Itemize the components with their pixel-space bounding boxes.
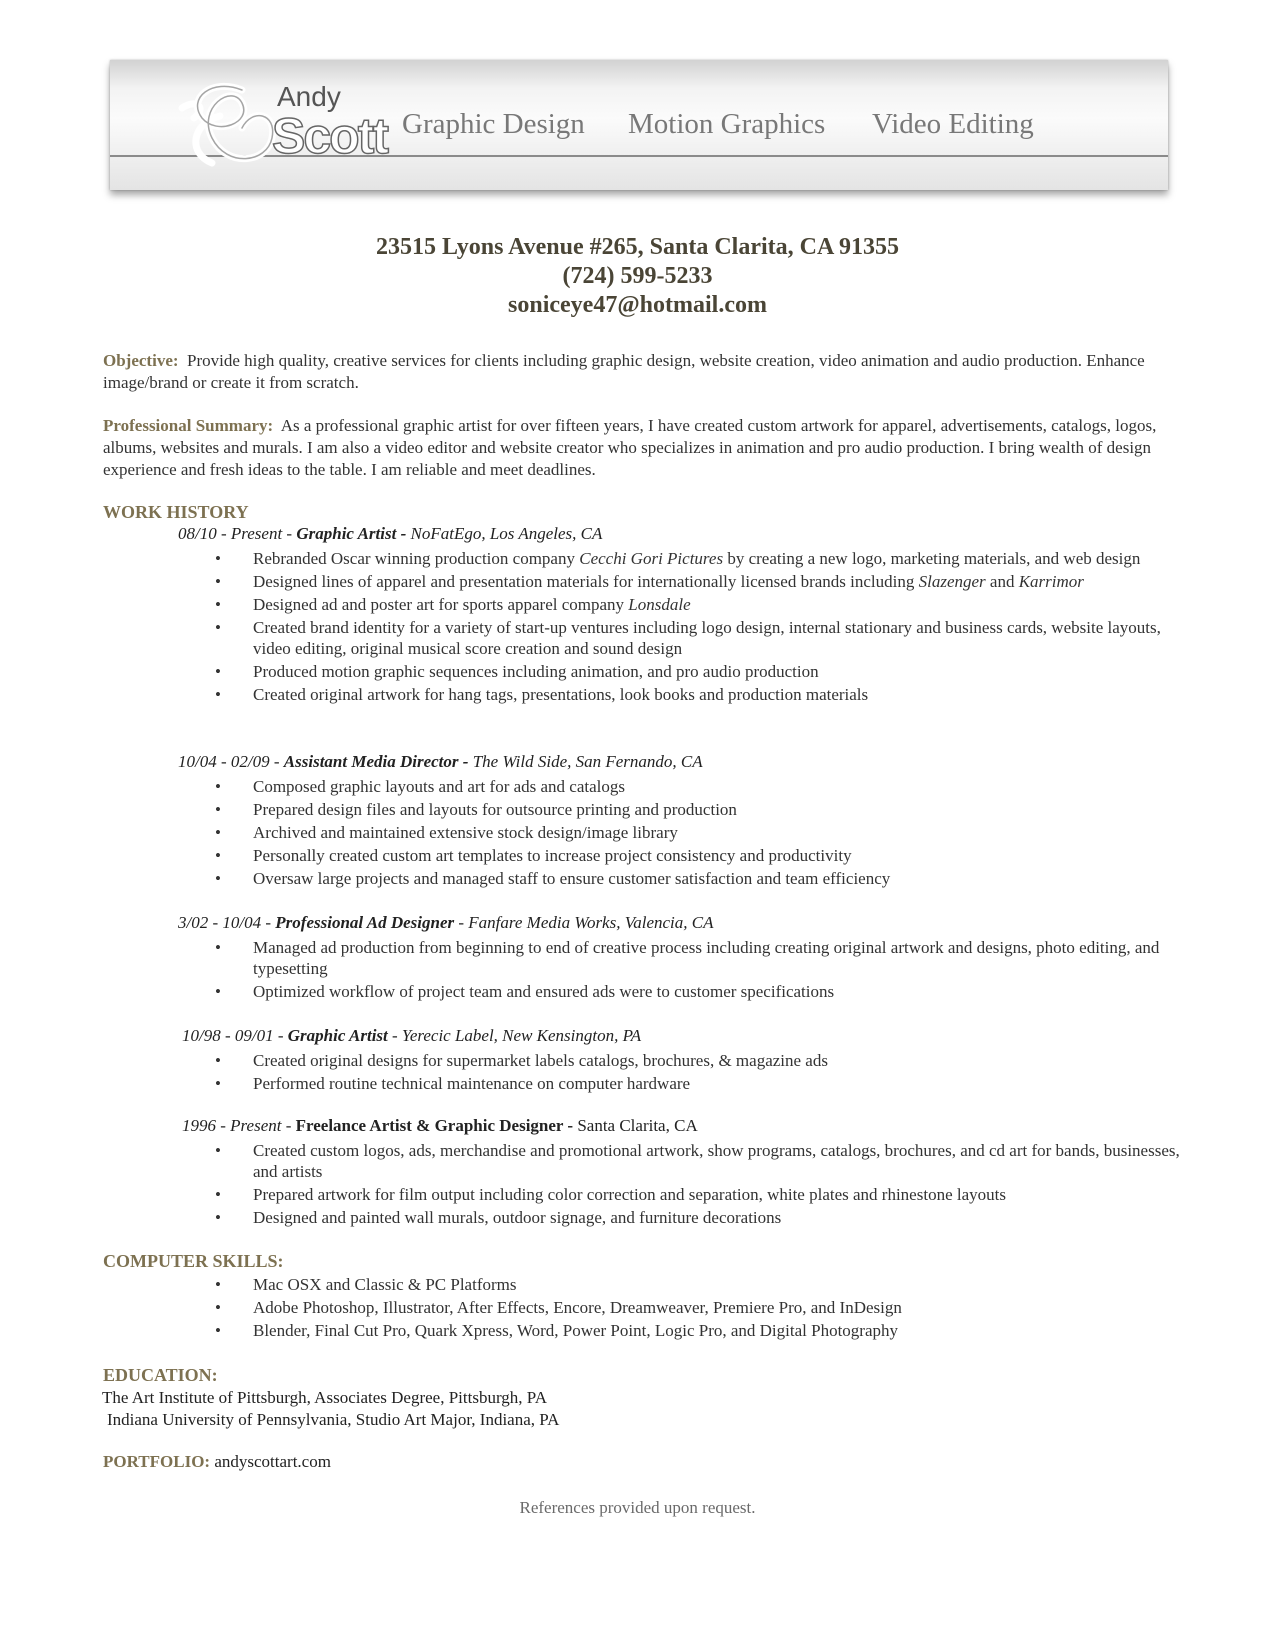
- job-company: - Yerecic Label, New Kensington, PA: [392, 1026, 642, 1045]
- education-heading: EDUCATION:: [103, 1365, 218, 1385]
- summary-section: [103, 415, 1203, 481]
- portfolio-label: PORTFOLIO:: [103, 1452, 211, 1471]
- education-line: Indiana University of Pennsylvania, Studio Art Major, Indiana, PA: [107, 1410, 560, 1429]
- list-item: • Archived and maintained extensive stock design/image library: [215, 822, 1185, 843]
- list-item: • Created brand identity for a variety of start-up ventures including logo design, internal stationary and business cards, website layouts, video editing, original musical score creation and sound design: [215, 617, 1185, 659]
- logo-text-scott: Scott: [272, 108, 387, 164]
- job-header: [182, 1116, 698, 1136]
- list-item: • Designed ad and poster art for sports apparel company Lonsdale: [215, 594, 1185, 615]
- contact-email[interactable]: soniceye47@hotmail.com: [508, 292, 767, 318]
- list-item: • Optimized workflow of project team and ensured ads were to customer specifications: [215, 981, 1185, 1002]
- logo-text-andy: Andy: [277, 81, 341, 112]
- list-item: • Adobe Photoshop, Illustrator, After Effects, Encore, Dreamweaver, Premiere Pro, and InDesign: [215, 1297, 1185, 1318]
- list-item: • Managed ad production from beginning to end of creative process including creating original artwork and designs, photo editing, and typesetting: [215, 937, 1185, 979]
- job-bullets: [215, 776, 1185, 891]
- list-item: • Personally created custom art templates to increase project consistency and productivity: [215, 845, 1185, 866]
- list-item: • Blender, Final Cut Pro, Quark Xpress, Word, Power Point, Logic Pro, and Digital Photography: [215, 1320, 1185, 1341]
- summary-text: As a professional graphic artist for over fifteen years, I have created custom artwork for apparel, advertisements, catalogs, logos, albums, websites and murals. I am also a video editor and website creator who specializes in animation and pro audio production. I bring wealth of design experience and fresh ideas to the table. I am reliable and meet deadlines.: [103, 416, 1157, 479]
- portfolio-link[interactable]: andyscottart.com: [214, 1452, 331, 1471]
- list-item: • Designed lines of apparel and presentation materials for internationally licensed brands including Slazenger and Karrimor: [215, 571, 1185, 592]
- skills-list: [215, 1274, 1185, 1343]
- job-company: Santa Clarita, CA: [577, 1116, 698, 1135]
- job-company: NoFatEgo, Los Angeles, CA: [410, 524, 603, 543]
- computer-skills-heading: COMPUTER SKILLS:: [103, 1251, 284, 1271]
- job-bullets: [215, 548, 1185, 707]
- references-note: References provided upon request.: [519, 1498, 756, 1517]
- list-item: • Prepared artwork for film output including color correction and separation, white plates and rhinestone layouts: [215, 1184, 1185, 1205]
- service-video-editing: Video Editing: [872, 108, 1034, 140]
- list-item: • Created custom logos, ads, merchandise and promotional artwork, show programs, catalogs, brochures, and cd art for bands, businesses, and artists: [215, 1140, 1185, 1182]
- list-item: • Composed graphic layouts and art for ads and catalogs: [215, 776, 1185, 797]
- job-company: - Fanfare Media Works, Valencia, CA: [458, 913, 714, 932]
- job-dates: 10/04 - 02/09 -: [178, 752, 280, 771]
- job-title: Professional Ad Designer: [275, 913, 455, 932]
- job-dates: 10/98 - 09/01 -: [182, 1026, 284, 1045]
- objective-text: Provide high quality, creative services for clients including graphic design, website creation, video animation and audio production. Enhance image/brand or create it from scratch.: [103, 351, 1145, 392]
- list-item: • Created original designs for supermarket labels catalogs, brochures, & magazine ads: [215, 1050, 1185, 1071]
- list-item: • Created original artwork for hang tags, presentations, look books and production materials: [215, 684, 1185, 705]
- job-header: [178, 524, 602, 544]
- list-item: • Designed and painted wall murals, outdoor signage, and furniture decorations: [215, 1207, 1185, 1228]
- list-item: • Performed routine technical maintenance on computer hardware: [215, 1073, 1185, 1094]
- job-company: The Wild Side, San Fernando, CA: [472, 752, 703, 771]
- objective-section: [103, 350, 1203, 394]
- job-dates: 3/02 - 10/04 -: [178, 913, 272, 932]
- job-bullets: [215, 937, 1185, 1004]
- summary-label: Professional Summary:: [103, 416, 274, 435]
- list-item: • Prepared design files and layouts for outsource printing and production: [215, 799, 1185, 820]
- contact-address: 23515 Lyons Avenue #265, Santa Clarita, CA 91355: [376, 234, 899, 260]
- list-item: • Oversaw large projects and managed staff to ensure customer satisfaction and team efficiency: [215, 868, 1185, 889]
- work-history-heading: WORK HISTORY: [103, 502, 249, 522]
- education-line: The Art Institute of Pittsburgh, Associates Degree, Pittsburgh, PA: [102, 1388, 547, 1407]
- list-item: • Rebranded Oscar winning production company Cecchi Gori Pictures by creating a new logo, marketing materials, and web design: [215, 548, 1185, 569]
- list-item: • Mac OSX and Classic & PC Platforms: [215, 1274, 1185, 1295]
- contact-phone: (724) 599-5233: [562, 263, 713, 289]
- job-title: Freelance Artist & Graphic Designer -: [295, 1116, 574, 1135]
- header-banner: [110, 60, 1168, 190]
- job-title: Graphic Artist -: [296, 524, 407, 543]
- service-motion-graphics: Motion Graphics: [628, 108, 826, 140]
- job-dates: 08/10 - Present -: [178, 524, 293, 543]
- job-header: [182, 1026, 641, 1046]
- portfolio-line: [103, 1452, 331, 1472]
- job-header: [178, 752, 703, 772]
- job-bullets: [215, 1140, 1185, 1230]
- list-item: • Produced motion graphic sequences including animation, and pro audio production: [215, 661, 1185, 682]
- service-graphic-design: Graphic Design: [402, 108, 585, 140]
- job-title: Graphic Artist: [287, 1026, 388, 1045]
- job-header: [178, 913, 713, 933]
- job-dates: 1996 - Present -: [182, 1116, 292, 1135]
- objective-label: Objective:: [103, 351, 179, 370]
- job-bullets: [215, 1050, 1185, 1096]
- job-title: Assistant Media Director -: [283, 752, 469, 771]
